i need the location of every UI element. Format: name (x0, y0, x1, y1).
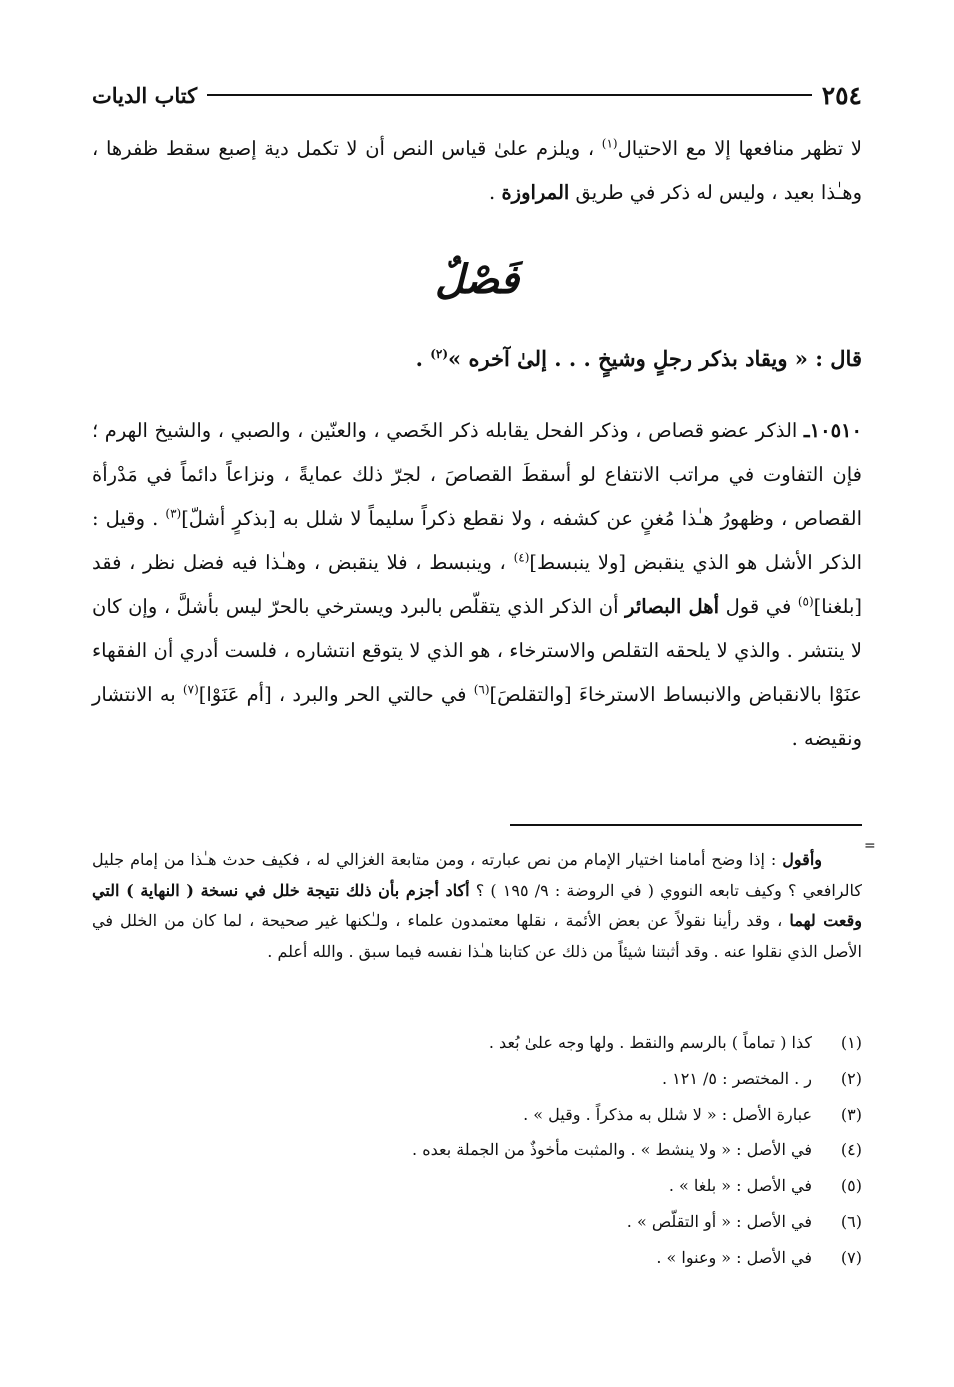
paragraph-continuation (92, 127, 862, 215)
text-run: لا تظهر منافعها إلا مع الاحتيال (617, 137, 862, 160)
footnote (92, 1132, 862, 1168)
footnote-number: (٧) (840, 1247, 862, 1267)
footnote-ref: (٥) (797, 594, 814, 609)
text-run: . وقيل : الذكر الأشل هو الذي ينقبض [ولا ينبسط] (92, 507, 863, 574)
footnote-ref: (٦) (473, 682, 490, 697)
section-heading: فَصْلٌ (434, 256, 520, 303)
footnote-ref: (٣) (165, 506, 182, 521)
footnote-number: (٦) (840, 1211, 862, 1231)
quote-text: قال : « ويقاد بذكر رجلٍ وشيخٍ . . . إلىٰ آخره » (448, 346, 862, 371)
footnote-separator (510, 824, 862, 826)
numbered-paragraph (92, 409, 862, 761)
page-header (92, 78, 862, 112)
note-lead: وأقول (782, 850, 822, 869)
text-run: . (415, 346, 431, 371)
quote-line (92, 339, 862, 379)
footnote (92, 1097, 862, 1133)
footnote (92, 1061, 862, 1097)
text-run: في قول (719, 595, 798, 618)
text-run: في حالتي الحر والبرد ، [أم عَنَوْا] (198, 683, 474, 706)
footnote-text: في الأصل : « وعنوا » . (656, 1247, 812, 1267)
footnote-text: في الأصل : « بلغا » . (668, 1176, 812, 1196)
text-run: أن الذكر الذي يتقلّص بالبرد ويسترخي بالحرّ ليس بأشلَّ ، وإن كان لا ينتشر . والذي لا يلحقه التقلص والاسترخاء ، هو الذي لا يتوقع انتشاره ، فلست أدري أن الفقهاء عنَوْا بالانقباض والانبساط الاسترخاءَ [والتقلصَ] (92, 595, 863, 706)
book-title: كتاب الديات (92, 82, 198, 108)
editor-note (92, 845, 862, 967)
footnote-text: عبارة الأصل : « لا شلل به مذكراً . وقيل » . (523, 1104, 812, 1124)
text-run: الذكر عضو قصاص ، وذكر الفحل يقابله ذكر الخَصي ، والعنّين ، والصبي ، والشيخ الهرم ؛ فإن التفاوت في مراتب الانتفاع لو أسقطَ القصاصَ ، لجرّ ذلك عمايةً ، ونزاعاً دائماً في مَدْرأة القصاص ، وظهورُ هـٰذا مُغنٍ عن كشفه ، ولا نقطع ذكراً سليماً لا شلل به [بذكرٍ أشلّ] (92, 419, 863, 530)
text-run: . (489, 181, 502, 204)
footnote-text: ر . المختصر : ٥/ ١٢١ . (661, 1068, 812, 1088)
footnote-number: (٤) (840, 1140, 862, 1160)
footnote-text: كذا ( تماماً ) بالرسم والنقط . ولها وجه علىٰ بُعد . (488, 1033, 812, 1052)
footnotes-list (92, 1025, 862, 1276)
paragraph-number: ١٠٥١٠ـ (803, 419, 862, 442)
footnote-number: (٣) (840, 1104, 862, 1124)
footnote-number: (١) (840, 1033, 862, 1052)
note-bold: أكاد أجزم بأن ذلك نتيجة خلل في نسخة ( النهاية ) التي وقعت لهما (92, 880, 863, 930)
text-run: : إذا وضح أمامنا اختيار الإمام من نص عبارته ، ومن متابعة الغزالي له ، فكيف حدث هـٰذا من إمام جليل كالرافعي ؟ وكيف تابعه النووي ( في الروضة : ٩/ ١٩٥ ) ؟ (92, 850, 862, 900)
bold-term: المراوزة (501, 181, 570, 204)
footnote-text: في الأصل : « أو التقلّص » . (626, 1211, 812, 1231)
page-number: ٢٥٤ (821, 80, 862, 110)
footnote-ref: (١) (601, 136, 618, 151)
footnote-ref: (٤) (513, 550, 530, 565)
bold-term: أهل البصائر (625, 595, 720, 618)
footnote (92, 1204, 862, 1240)
footnote (92, 1168, 862, 1204)
footnote (92, 1025, 862, 1061)
text-run: ، وقد رأينا نقولاً عن بعض الأئمة ، نقلها معتمدون علماء ، ولـٰكنها غير صحيحة ، لما كان من الخلل في الأصل الذي نقلوا عنه . وقد أثبتنا شيئاً من ذلك عن كتابنا هـٰذا نفسه فيما سبق . والله أعلم . (92, 911, 862, 961)
continuation-mark: = (864, 838, 876, 854)
footnote-number: (٥) (840, 1176, 862, 1196)
footnote-number: (٢) (840, 1068, 862, 1088)
text-run: ، وينبسط ، فلا ينقبض ، وهـٰذا فيه فضل نظر ، فقد [بلغنا] (92, 551, 863, 618)
footnote-text: في الأصل : « ولا ينشط » . والمثبت مأخوذٌ من الجملة بعده . (412, 1140, 812, 1160)
header-rule (207, 94, 812, 96)
text-run: به الانتشار ونقيضه . (92, 683, 862, 750)
footnote (92, 1240, 862, 1276)
footnote-ref: (٢) (430, 347, 449, 361)
text-run: ، ويلزم علىٰ قياس النص أن لا تكمل دية إصبع سقط ظفرها ، وهـٰذا بعيد ، وليس له ذكر في طريق (92, 137, 862, 204)
footnote-ref: (٧) (182, 682, 199, 697)
